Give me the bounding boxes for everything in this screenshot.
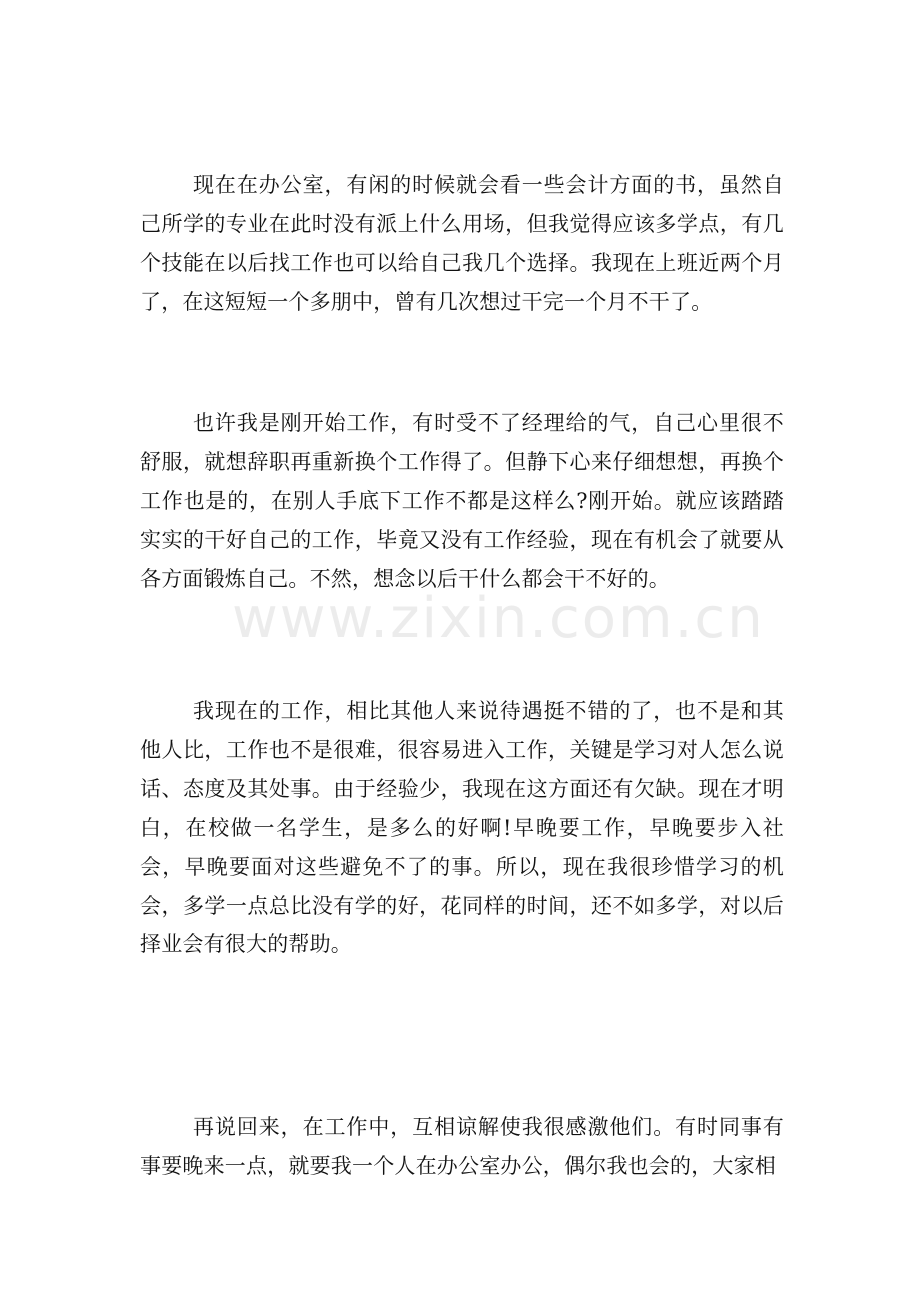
paragraph-3: 我现在的工作，相比其他人来说待遇挺不错的了，也不是和其他人比，工作也不是很难，很容易进入工作，关键是学习对人怎么说话、态度及其处事。由于经验少，我现在这方面还有欠缺。现在才明白，在校做一名学生，是多么的好啊!早晚要工作，早晚要步入社会，早晚要面对这些避免不了的事。所以，现在我很珍惜学习的机会，多学一点总比没有学的好，花同样的时间，还不如多学，对以后择业会有很大的帮助。 (140, 699, 784, 957)
paragraph-4: 再说回来，在工作中，互相谅解使我很感激他们。有时同事有事要晚来一点，就要我一个人在办公室办公，偶尔我也会的，大家相 (140, 1115, 784, 1178)
paragraph-2: 也许我是刚开始工作，有时受不了经理给的气，自己心里很不舒服，就想辞职再重新换个工作得了。但静下心来仔细想想，再换个工作也是的，在别人手底下工作不都是这样么?刚开始。就应该踏踏实实的干好自己的工作，毕竟又没有工作经验，现在有机会了就要从各方面锻炼自己。不然，想念以后干什么都会干不好的。 (140, 411, 784, 591)
paragraph-1: 现在在办公室，有闲的时候就会看一些会计方面的书，虽然自己所学的专业在此时没有派上什么用场，但我觉得应该多学点，有几个技能在以后找工作也可以给自己我几个选择。我现在上班近两个月了，在这短短一个多朋中，曾有几次想过干完一个月不干了。 (140, 173, 784, 314)
watermark: www.zixin.com.cn (232, 586, 765, 651)
